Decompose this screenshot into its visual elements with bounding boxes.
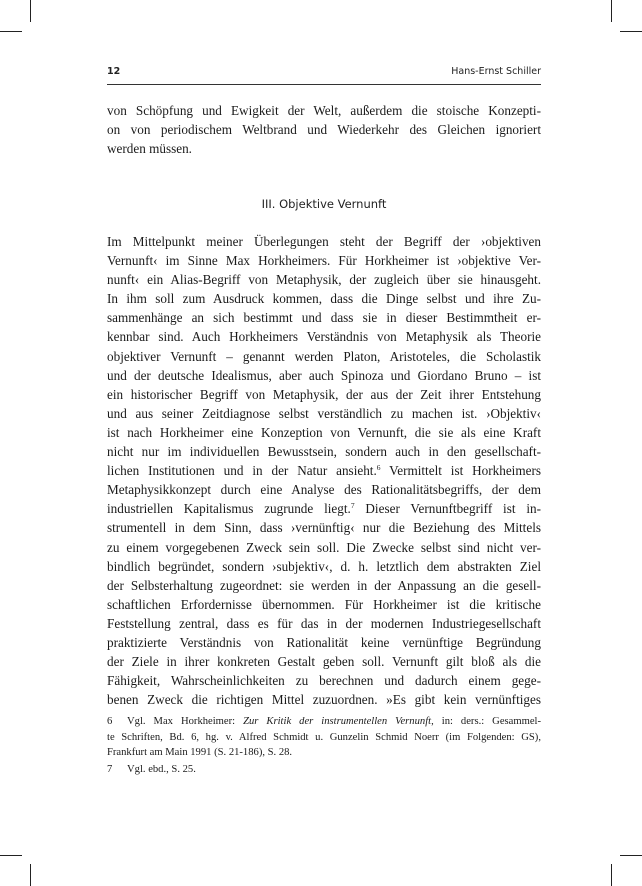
text-line: kennbar sind. Auch Horkheimers Verständnis von Metaphysik als Theorie: [107, 329, 541, 345]
footnote-number: 6: [107, 716, 113, 727]
footnote-6: [107, 714, 541, 761]
footnote-line: [107, 762, 541, 778]
text-segment: industriellen Kapitalismus zugrunde liegt.: [107, 501, 351, 517]
text-line: ein historischer Begriff von Metaphysik, der aus der Zeit ihrer Entstehung: [107, 386, 541, 402]
footnote-line: Frankfurt am Main 1991 (S. 21-186), S. 28.: [107, 747, 293, 758]
text-line: schaftlichen Erfordernisse übernommen. Für Horkheimer ist die kritische: [107, 596, 541, 612]
text-line: praktizierte Verständnis von Rationalität keine vernünftige Begründung: [107, 634, 541, 650]
text-line: Im Mittelpunkt meiner Überlegungen steht der Begriff der ›objektiven: [107, 234, 541, 249]
text-segment: Dieser Vernunftbegriff ist in-: [354, 501, 541, 517]
text-line: In ihm soll zum Ausdruck kommen, dass die Dinge selbst und ihre Zu-: [107, 291, 541, 307]
text-line: on von periodischem Weltbrand und Wiederkehr des Gleichen ignoriert: [107, 122, 541, 138]
text-line: Vernunft‹ im Sinne Max Horkheimers. Für Horkheimer ist ›objektive Ver-: [107, 253, 541, 269]
text-line: [107, 499, 541, 518]
text-line: Metaphysikkonzept durch eine Analyse des Rationalitätsbegriffs, der dem: [107, 482, 541, 498]
crop-mark: [620, 855, 642, 856]
main-paragraph: [107, 232, 541, 709]
text-line: nunft‹ ein Alias-Begriff von Metaphysik, der zugleich über sie hinausgeht.: [107, 272, 541, 288]
text-segment: , in: ders.: Gesammel-: [431, 716, 542, 727]
footnote-number: 7: [107, 764, 113, 775]
text-segment: Vgl. Max Horkheimer:: [127, 716, 244, 727]
page-number: 12: [107, 66, 121, 77]
crop-mark: [0, 31, 22, 32]
text-line: sammenhänge an sich bestimmt und dass sie in dieser Bestimmtheit er-: [107, 310, 541, 326]
text-segment: Vgl. ebd., S. 25.: [127, 764, 196, 775]
text-line: und der deutsche Idealismus, aber auch Spinoza und Giordano Bruno – ist: [107, 367, 541, 383]
text-line: zu einem vorgegebenen Zweck sein soll. Die Zwecke selbst sind nicht ver-: [107, 539, 541, 555]
text-line: von Schöpfung und Ewigkeit der Welt, außerdem die stoische Konzepti-: [107, 103, 541, 118]
text-line: benen Zweck die richtigen Mittel zuzuordnen. »Es gibt kein vernünftiges: [107, 692, 541, 708]
footnote-7: [107, 762, 541, 778]
text-segment: lichen Institutionen und in der Natur ansieht.: [107, 463, 377, 479]
continuation-paragraph: [107, 101, 541, 158]
text-line: Fähigkeit, Wahrscheinlichkeiten zu berechnen und dadurch einem gege-: [107, 673, 541, 689]
text-line: der Ziele in ihrer konkreten Gestalt geben soll. Vernunft gilt bloß als die: [107, 654, 541, 670]
text-line: bindlich begründet, sondern ›subjektiv‹, d. h. letztlich dem abstrakten Ziel: [107, 558, 541, 574]
text-line: [107, 461, 541, 480]
text-line: nicht nur im individuellen Bewusstsein, sondern auch in den gesellschaft-: [107, 444, 541, 460]
footnote-line: [107, 714, 541, 730]
text-line: werden müssen.: [107, 141, 192, 157]
footnote-ref-7[interactable]: 7: [350, 501, 355, 511]
crop-mark: [30, 0, 31, 22]
text-line: ist nach Horkheimer eine Konzeption von Vernunft, die sie als eine Kraft: [107, 424, 541, 440]
running-author: Hans-Ernst Schiller: [451, 66, 541, 77]
text-line: Feststellung zentral, dass es für das in der modernen Industriegesellschaft: [107, 615, 541, 631]
crop-mark: [611, 864, 612, 886]
crop-mark: [620, 31, 642, 32]
text-line: objektiver Vernunft – genannt werden Platon, Aristoteles, die Scholastik: [107, 348, 541, 364]
text-line: der Selbsterhaltung zugeordnet: sie werden in der Anpassung an die gesell-: [107, 577, 541, 593]
footnote-line: te Schriften, Bd. 6, hg. v. Alfred Schmidt u. Gunzelin Schmid Noerr (im Folgenden: GS),: [107, 731, 541, 743]
header-rule: [107, 84, 541, 85]
crop-mark: [0, 855, 22, 856]
text-line: strumentell in dem Sinn, dass ›vernünftig‹ nur die Beziehung des Mittels: [107, 520, 541, 536]
section-heading: III. Objektive Vernunft: [261, 197, 387, 211]
crop-mark: [30, 864, 31, 886]
text-segment: Vermittelt ist Horkheimers: [380, 463, 541, 479]
text-line: und aus seiner Zeitdiagnose selbst verständlich zu machen ist. ›Objektiv‹: [107, 405, 541, 421]
cited-title: Zur Kritik der instrumentellen Vernunft: [243, 716, 432, 727]
crop-mark: [611, 0, 612, 22]
footnote-ref-6[interactable]: 6: [376, 463, 381, 473]
